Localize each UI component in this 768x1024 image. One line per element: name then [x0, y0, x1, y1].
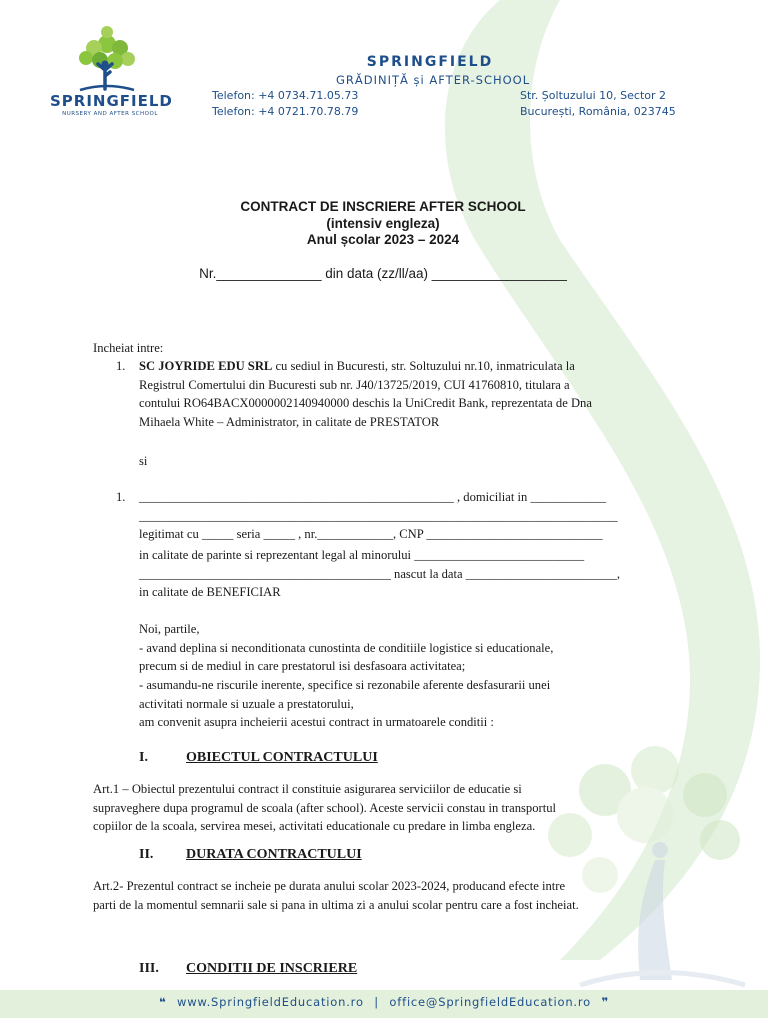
logo-tagline: NURSERY AND AFTER SCHOOL [62, 111, 158, 117]
parties-and: si [139, 454, 148, 468]
preamble-line-1: Noi, partile, [139, 622, 200, 636]
party-1-line-4: Mihaela White – Administrator, in calitate de PRESTATOR [139, 414, 440, 429]
party-1-line-1 [139, 357, 575, 376]
footer-email-link[interactable]: office@SpringfieldEducation.ro [389, 995, 591, 1009]
preamble-line-3: precum si de mediul in care prestatorul isi desfasoara activitatea; [139, 659, 466, 673]
footer-separator: | [374, 995, 379, 1009]
party-2-line-2: ____________________________________________________________________________ [139, 508, 618, 523]
preamble-line-4: - asumandu-ne riscurile inerente, specifice si rezonabile aferente desfasurarii unei [139, 678, 551, 692]
section-1-line-1: Art.1 – Obiectul prezentului contract il constituie asigurarea serviciilor de educatie si [93, 782, 522, 796]
party-2-line-3: legitimat cu _____ seria _____ , nr.____________, CNP ____________________________ [139, 527, 603, 541]
party-2-line-4: in calitate de parinte si reprezentant legal al minorului ___________________________ [139, 548, 585, 562]
party-1-line-2: Registrul Comertului din Bucuresti sub nr. J40/13725/2019, CUI 41760810, titulara a [139, 377, 570, 392]
section-1-line-3: copiilor de la scoala, servirea mesei, activitati educationale cu predare in limba engleza. [93, 819, 536, 833]
address-1: Str. Șoltuzului 10, Sector 2 [520, 89, 667, 102]
party-1-name: SC JOYRIDE EDU SRL [139, 359, 273, 373]
section-1-number: I. [139, 750, 148, 765]
preamble-line-2: - avand deplina si neconditionata cunostinta de conditiile logistice si educationale, [139, 640, 554, 655]
section-2-number: II. [139, 847, 154, 862]
party-1-line-3: contului RO64BACX0000002140940000 deschis la UniCredit Bank, reprezentata de Dna [139, 396, 592, 410]
company-subtitle: GRĂDINIȚĂ și AFTER-SCHOOL [336, 73, 531, 87]
tree-logo-icon [50, 24, 170, 94]
party-1-number: 1. [116, 359, 126, 373]
party-2-line-1: __________________________________________________ , domiciliat in ____________ [139, 490, 607, 504]
contract-number-line: Nr.______________ din data (zz/ll/aa) __________________ [199, 266, 567, 281]
quote-close-icon: ❞ [601, 995, 610, 1009]
party-2-line-5: ________________________________________ nascut la data ________________________, [139, 567, 620, 581]
section-2-line-1: Art.2- Prezentul contract se incheie pe durata anului scolar 2023-2024, producand efecte intre [93, 879, 566, 893]
preamble-line-6: am convenit asupra incheierii acestui contract in urmatoarele conditii : [139, 715, 494, 729]
party-2-line-6: in calitate de BENEFICIAR [139, 585, 281, 599]
phone-1: Telefon: +4 0734.71.05.73 [212, 89, 359, 102]
logo-name: SPRINGFIELD [50, 92, 173, 110]
phone-2: Telefon: +4 0721.70.78.79 [212, 105, 359, 118]
party-2-number: 1. [116, 490, 126, 504]
address-2: București, România, 023745 [520, 105, 676, 118]
footer-website-link[interactable]: www.SpringfieldEducation.ro [177, 995, 364, 1009]
company-name: SPRINGFIELD [366, 54, 494, 70]
section-2-heading: DURATA CONTRACTULUI [186, 847, 362, 862]
section-1-heading: OBIECTUL CONTRACTULUI [186, 750, 378, 765]
title-line-3: Anul școlar 2023 – 2024 [306, 232, 460, 247]
section-3-heading: CONDITII DE INSCRIERE [186, 961, 358, 976]
footer-contact [0, 995, 768, 1009]
section-3-number: III. [139, 961, 159, 976]
quote-open-icon: ❝ [158, 995, 167, 1009]
logo [50, 24, 173, 122]
title-line-1: CONTRACT DE INSCRIERE AFTER SCHOOL [240, 199, 526, 214]
preamble-line-5: activitati normale si uzuale a prestatorului, [139, 696, 354, 711]
party-1-line-1-rest: cu sediul in Bucuresti, str. Soltuzului nr.10, inmatriculata la [272, 359, 575, 373]
section-1-line-2: supraveghere dupa programul de scoala (after school). Aceste servicii constau in transportul [93, 800, 557, 815]
section-2-line-2: parti de la momentul semnarii sale si pana in ultima zi a anului scolar pentru care a fost incheiat. [93, 897, 579, 912]
contract-title [150, 199, 616, 249]
parties-intro: Incheiat intre: [93, 341, 164, 355]
title-line-2: (intensiv engleza) [326, 215, 440, 231]
